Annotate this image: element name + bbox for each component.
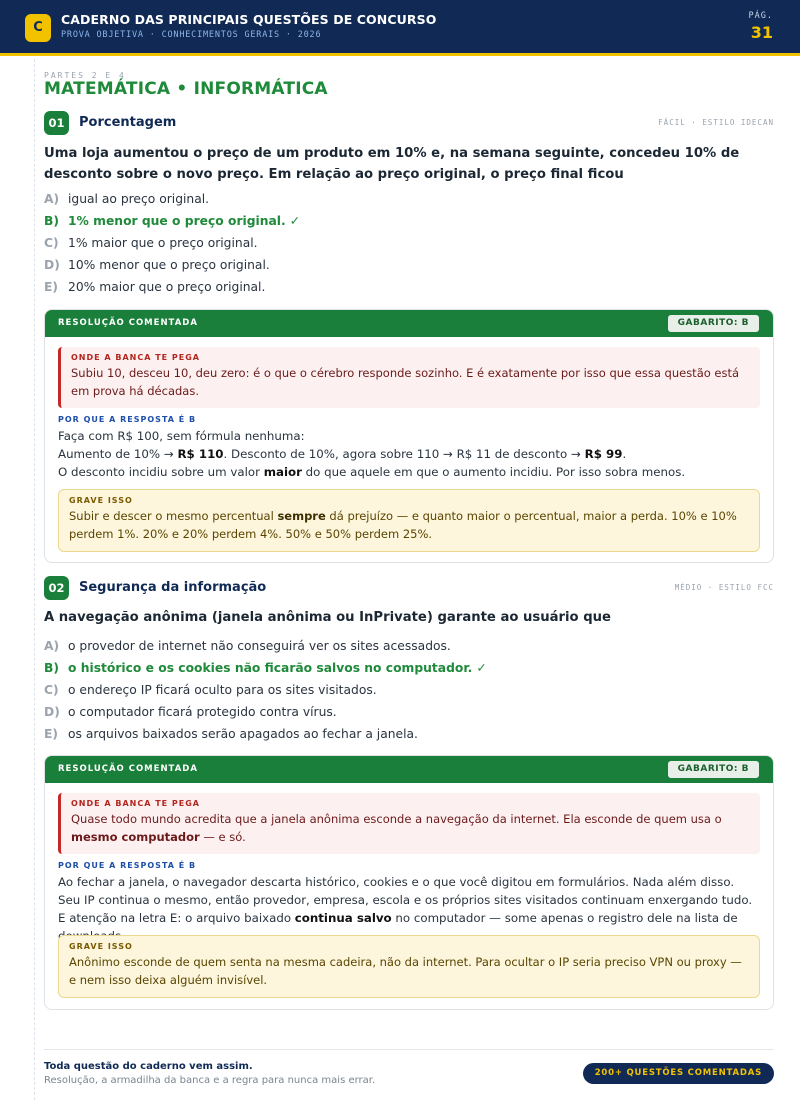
why-text bbox=[58, 427, 763, 481]
why-fragment: Seu IP continua o mesmo, então provedor, empresa, escola e os próprios sites visitados continuam enxergando tudo. E atenção na letra E: o arquivo baixado bbox=[58, 893, 753, 925]
why-line: Faça com R$ 100, sem fórmula nenhuma: bbox=[58, 429, 305, 443]
grave-emphasis: sempre bbox=[277, 509, 326, 523]
margin-guide bbox=[34, 59, 35, 1100]
question-header bbox=[44, 111, 774, 135]
alternatives-list bbox=[44, 635, 774, 745]
alternative-letter: D) bbox=[44, 258, 60, 272]
alternative-text: o histórico e os cookies não ficarão salvos no computador. bbox=[68, 661, 473, 675]
question-number: 02 bbox=[44, 576, 69, 600]
footer-divider bbox=[44, 1049, 774, 1050]
alternative-letter: A) bbox=[44, 639, 60, 653]
alternative-text: os arquivos baixados serão apagados ao fechar a janela. bbox=[68, 727, 418, 741]
question-topic: Porcentagem bbox=[79, 115, 177, 130]
page-header bbox=[0, 0, 800, 56]
alternative-text: o provedor de internet não conseguirá ver os sites acessados. bbox=[68, 639, 451, 653]
footer-headline: Toda questão do caderno vem assim. bbox=[44, 1061, 253, 1072]
grave-box bbox=[58, 935, 760, 998]
why-line: Ao fechar a janela, o navegador descarta histórico, cookies e o que você digitou em formulários. Nada além disso. bbox=[58, 875, 735, 889]
alternative-letter: C) bbox=[44, 236, 59, 250]
trap-box bbox=[58, 793, 760, 854]
question-topic: Segurança da informação bbox=[79, 580, 267, 595]
question-number: 01 bbox=[44, 111, 69, 135]
gabarito-badge: GABARITO: B bbox=[668, 761, 759, 778]
header-subtitle: PROVA OBJETIVA · CONHECIMENTOS GERAIS · 2026 bbox=[61, 30, 322, 40]
grave-box bbox=[58, 489, 760, 552]
why-emphasis: continua salvo bbox=[294, 911, 392, 925]
grave-label: GRAVE ISSO bbox=[69, 942, 133, 951]
page-number: 31 bbox=[750, 23, 773, 42]
trap-label: ONDE A BANCA TE PEGA bbox=[71, 799, 200, 808]
trap-text: Subiu 10, desceu 10, deu zero: é o que o cérebro responde sozinho. E é exatamente por isso que essa questão está em prova há décadas. bbox=[71, 366, 740, 398]
header-title: CADERNO DAS PRINCIPAIS QUESTÕES DE CONCURSO bbox=[61, 12, 437, 27]
grave-text: Anônimo esconde de quem senta na mesma cadeira, não da internet. Para ocultar o IP seria preciso VPN ou proxy — e nem isso deixa alguém invisível. bbox=[69, 955, 742, 987]
grave-text bbox=[69, 507, 749, 543]
why-fragment: do que aquele em que o aumento incidiu. Por isso sobra menos. bbox=[301, 465, 686, 479]
alternative-a[interactable] bbox=[44, 188, 774, 210]
why-fragment: Aumento de 10% → bbox=[58, 447, 178, 461]
trap-fragment: Quase todo mundo acredita que a janela anônima esconde a navegação da internet. Ela esconde de quem usa o bbox=[71, 812, 722, 826]
footer-subline: Resolução, a armadilha da banca e a regra para nunca mais errar. bbox=[44, 1075, 376, 1086]
alternative-text: 1% menor que o preço original. bbox=[68, 214, 286, 228]
alternative-text: igual ao preço original. bbox=[68, 192, 210, 206]
resolution-card bbox=[44, 755, 774, 1010]
resolution-label: RESOLUÇÃO COMENTADA bbox=[58, 764, 198, 774]
why-emphasis: R$ 110 bbox=[177, 447, 224, 461]
alternative-text: 10% menor que o preço original. bbox=[68, 258, 270, 272]
alternative-letter: B) bbox=[44, 661, 59, 675]
alternative-letter: C) bbox=[44, 683, 59, 697]
alternative-text: 20% maior que o preço original. bbox=[68, 280, 266, 294]
resolution-label: RESOLUÇÃO COMENTADA bbox=[58, 318, 198, 328]
section-kicker: PARTES 2 E 4 bbox=[44, 71, 126, 80]
grave-fragment: dá prejuízo — e quanto maior o percentual, maior a perda. 10% e 10% perdem 1%. 20% e 20% perdem 4%. 50% e 50% perdem 25%. bbox=[69, 509, 737, 541]
alternative-e[interactable] bbox=[44, 723, 774, 745]
why-emphasis: R$ 99 bbox=[584, 447, 623, 461]
why-fragment: . bbox=[622, 447, 627, 461]
why-fragment: O desconto incidiu sobre um valor bbox=[58, 465, 264, 479]
alternative-a[interactable] bbox=[44, 635, 774, 657]
resolution-header bbox=[45, 756, 773, 783]
question-stem: Uma loja aumentou o preço de um produto em 10% e, na semana seguinte, concedeu 10% de desconto sobre o novo preço. Em relação ao preço original, o preço final ficou bbox=[44, 146, 740, 182]
trap-emphasis: mesmo computador bbox=[71, 830, 200, 844]
alternative-text: o computador ficará protegido contra vírus. bbox=[68, 705, 337, 719]
alternative-letter: E) bbox=[44, 280, 59, 294]
why-emphasis: maior bbox=[263, 465, 302, 479]
alternative-d[interactable] bbox=[44, 254, 774, 276]
alternative-letter: D) bbox=[44, 705, 60, 719]
brand-logo: C bbox=[25, 14, 51, 42]
questions-count-badge: 200+ QUESTÕES COMENTADAS bbox=[583, 1063, 774, 1084]
question-meta: FÁCIL · ESTILO IDECAN bbox=[658, 118, 774, 127]
question-header bbox=[44, 576, 774, 600]
trap-box bbox=[58, 347, 760, 408]
alternative-text: 1% maior que o preço original. bbox=[68, 236, 258, 250]
alternative-c[interactable] bbox=[44, 679, 774, 701]
why-label: POR QUE A RESPOSTA É B bbox=[58, 415, 197, 424]
why-line bbox=[58, 463, 763, 481]
page-label: PÁG. bbox=[748, 11, 773, 21]
check-icon: ✓ bbox=[289, 214, 300, 228]
alternative-c[interactable] bbox=[44, 232, 774, 254]
why-line bbox=[58, 445, 763, 463]
alternative-e[interactable] bbox=[44, 276, 774, 298]
alternative-b-correct[interactable] bbox=[44, 210, 774, 232]
trap-fragment: — e só. bbox=[199, 830, 246, 844]
grave-fragment: Subir e descer o mesmo percentual bbox=[69, 509, 278, 523]
question-stem: A navegação anônima (janela anônima ou InPrivate) garante ao usuário que bbox=[44, 610, 611, 625]
alternative-b-correct[interactable] bbox=[44, 657, 774, 679]
why-label: POR QUE A RESPOSTA É B bbox=[58, 861, 197, 870]
gabarito-badge: GABARITO: B bbox=[668, 315, 759, 332]
resolution-header bbox=[45, 310, 773, 337]
alternative-d[interactable] bbox=[44, 701, 774, 723]
section-title: MATEMÁTICA • INFORMÁTICA bbox=[44, 79, 328, 99]
check-icon: ✓ bbox=[476, 661, 487, 675]
alternative-text: o endereço IP ficará oculto para os sites visitados. bbox=[68, 683, 377, 697]
alternative-letter: A) bbox=[44, 192, 60, 206]
alternative-letter: E) bbox=[44, 727, 59, 741]
trap-label: ONDE A BANCA TE PEGA bbox=[71, 353, 200, 362]
trap-text bbox=[71, 810, 750, 846]
grave-label: GRAVE ISSO bbox=[69, 496, 133, 505]
alternative-letter: B) bbox=[44, 214, 59, 228]
question-meta: MÉDIO · ESTILO FCC bbox=[674, 583, 774, 592]
why-fragment: no computador — some apenas o registro dele na lista de bbox=[395, 911, 738, 925]
why-fragment: . Desconto de 10%, agora sobre 110 → R$ 11 de desconto → bbox=[223, 447, 585, 461]
resolution-card bbox=[44, 309, 774, 563]
alternatives-list bbox=[44, 188, 774, 298]
